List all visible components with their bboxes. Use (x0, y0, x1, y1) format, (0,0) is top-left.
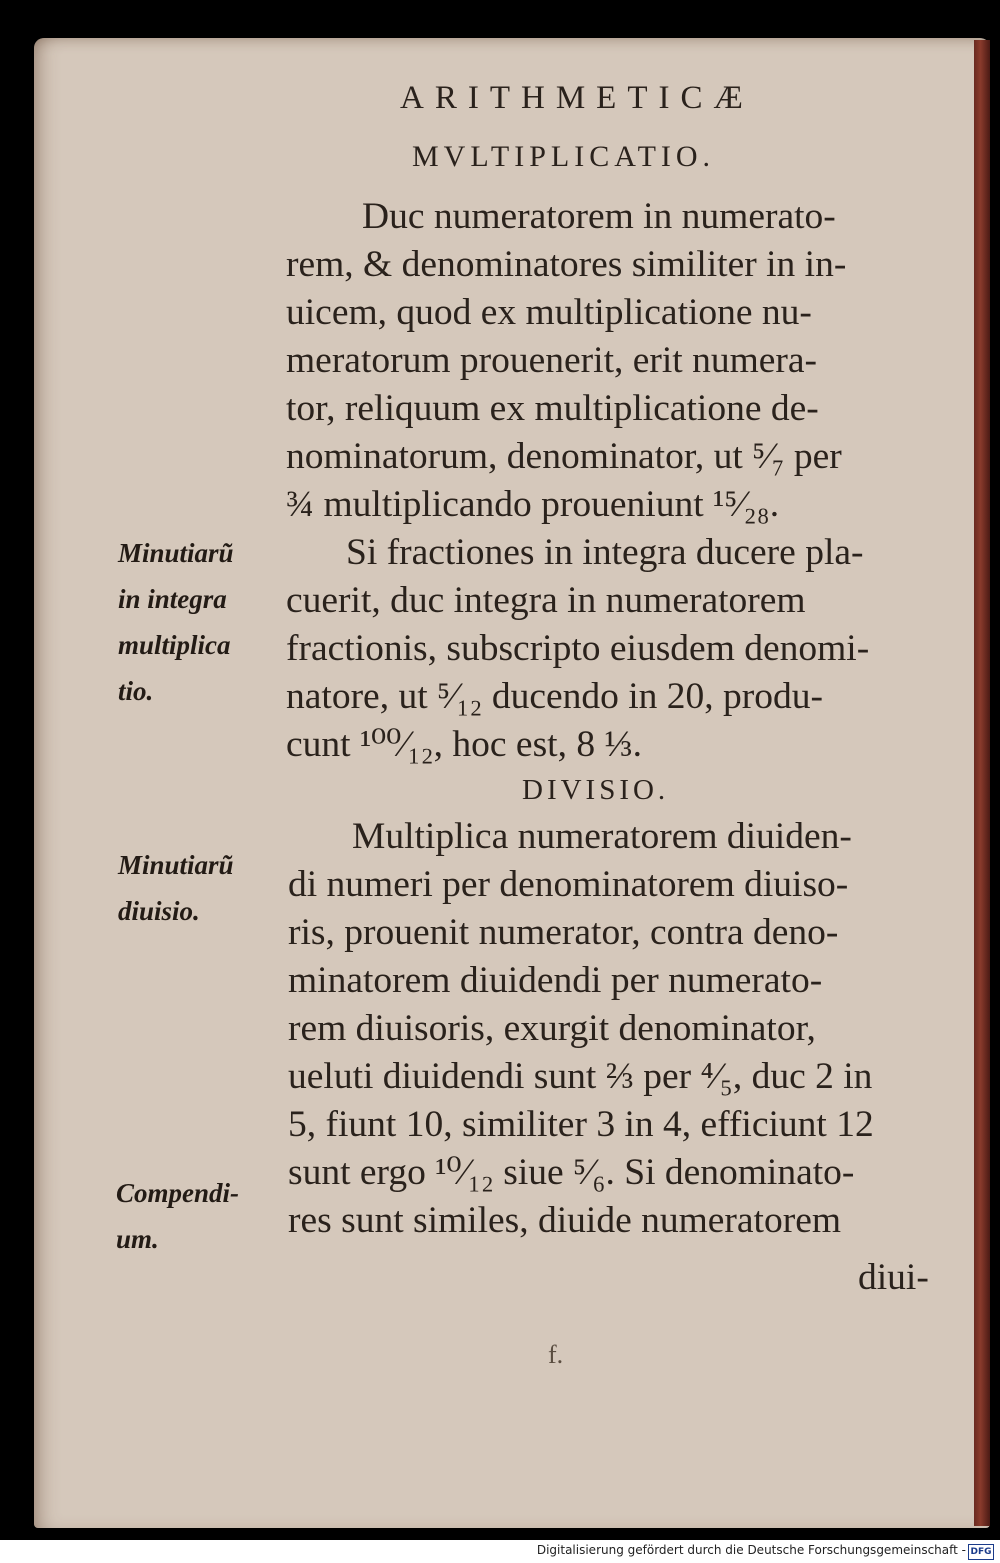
marginal-note: diuisio. (118, 896, 200, 926)
text-line: ueluti diuidendi sunt ⅔ per ⁴⁄₅, duc 2 in (288, 1056, 873, 1097)
dfg-logo: DFG (968, 1544, 994, 1560)
page-edge (974, 40, 990, 1526)
signature-mark: f. (548, 1340, 564, 1369)
text-line: rem diuisoris, exurgit denominator, (288, 1008, 816, 1049)
text-line: nominatorum, denominator, ut ⁵⁄₇ per (286, 436, 842, 477)
text-line: ris, prouenit numerator, contra deno- (288, 912, 839, 953)
marginal-note: Minutiarũ (118, 538, 234, 568)
catchword: diui- (858, 1257, 929, 1298)
marginal-note: tio. (118, 676, 154, 706)
marginal-note: um. (116, 1224, 159, 1254)
marginal-note: Minutiarũ (118, 850, 234, 880)
text-line: cunt ¹⁰⁰⁄₁₂, hoc est, 8 ⅓. (286, 724, 642, 765)
marginal-note: Compendi- (116, 1178, 240, 1208)
text-line: uicem, quod ex multiplicatione nu- (286, 292, 812, 333)
text-line: tor, reliquum ex multiplicatione de- (286, 388, 819, 429)
text-line: res sunt similes, diuide numeratorem (288, 1200, 842, 1241)
section-heading-divisio: DIVISIO. (522, 774, 670, 806)
text-line: natore, ut ⁵⁄₁₂ ducendo in 20, produ- (286, 676, 824, 717)
footer-credit: Digitalisierung gefördert durch die Deutsche Forschungsgemeinschaft - (536, 1543, 966, 1557)
marginal-note: in integra (118, 584, 227, 614)
text-line: ¾ multiplicando proueniunt ¹⁵⁄₂₈. (286, 484, 780, 525)
marginal-note: multiplica (118, 630, 231, 660)
text-line: sunt ergo ¹⁰⁄₁₂ siue ⁵⁄₆. Si denominato- (288, 1152, 855, 1193)
section-heading-multiplicatio: MVLTIPLICATIO. (412, 140, 716, 173)
text-line: rem, & denominatores similiter in in- (286, 244, 847, 285)
text-line: minatorem diuidendi per numerato- (288, 960, 823, 1001)
text-line: 5, fiunt 10, similiter 3 in 4, efficiunt 12 (288, 1104, 874, 1145)
digitization-footer (0, 1540, 1000, 1563)
text-line: di numeri per denominatorem diuiso- (288, 864, 849, 905)
text-line: Multiplica numeratorem diuiden- (352, 816, 852, 857)
text-line: cuerit, duc integra in numeratorem (286, 580, 806, 621)
text-line: Duc numeratorem in numerato- (362, 196, 836, 237)
text-line: meratorum prouenerit, erit numera- (286, 340, 818, 381)
text-line: Si fractiones in integra ducere pla- (346, 532, 864, 573)
text-line: fractionis, subscripto eiusdem denomi- (286, 628, 870, 669)
running-head: ARITHMETICÆ (400, 80, 754, 116)
